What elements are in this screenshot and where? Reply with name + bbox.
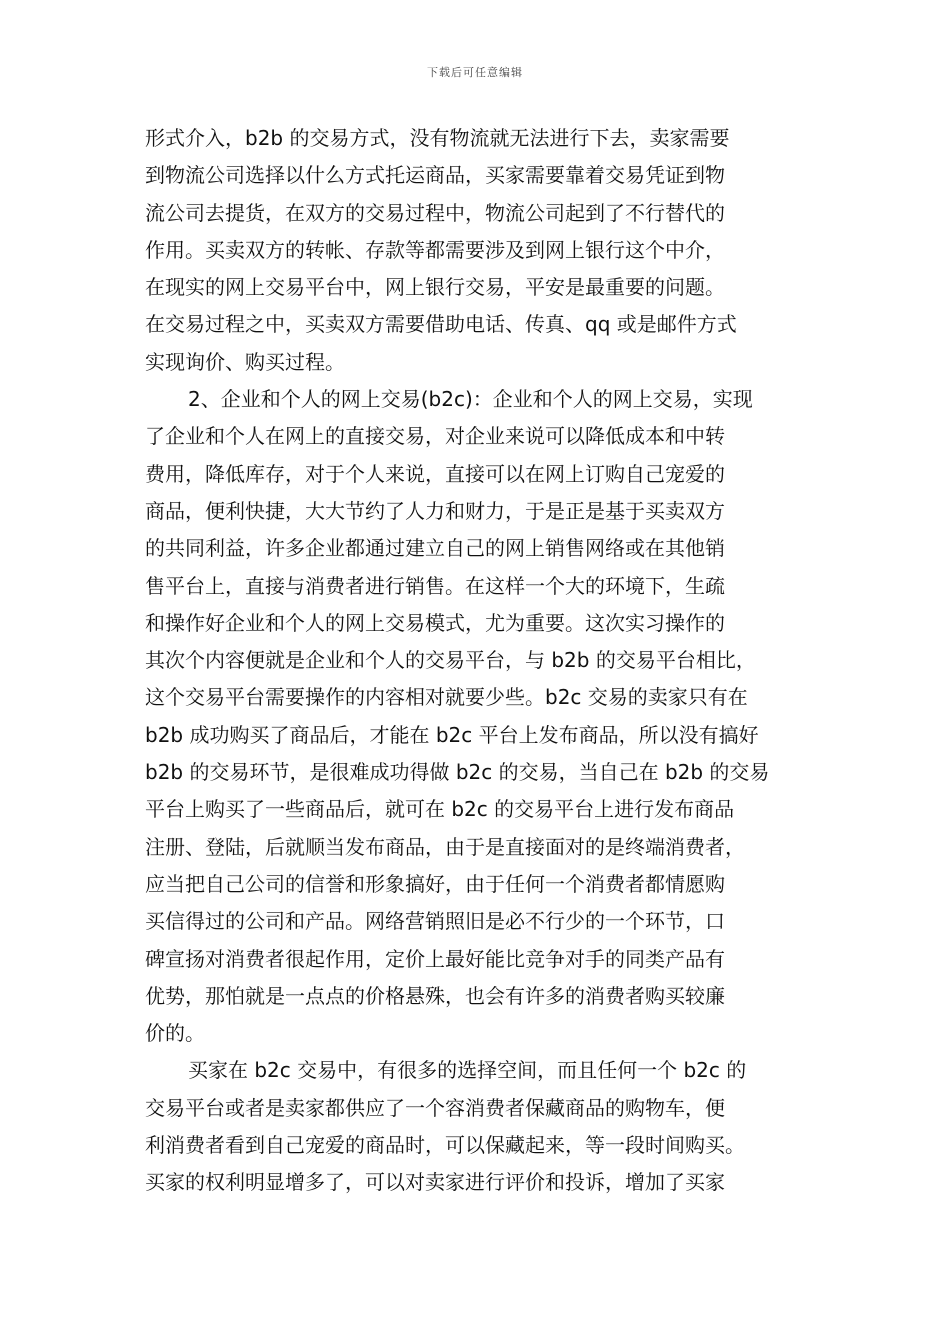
text-line: 的共同利益，许多企业都通过建立自己的网上销售网络或在其他销	[145, 536, 725, 561]
text-line: 在交易过程之中，买卖双方需要借助电话、传真、qq 或是邮件方式	[145, 312, 737, 337]
text-line: b2b 的交易环节，是很难成功得做 b2c 的交易，当自己在 b2b 的交易	[145, 760, 770, 785]
text-line: 和操作好企业和个人的网上交易模式，尤为重要。这次实习操作的	[145, 610, 725, 635]
text-line: 利消费者看到自己宠爱的商品时，可以保藏起来，等一段时间购买。	[145, 1133, 745, 1158]
page-header: 下载后可任意编辑	[427, 66, 523, 79]
text-line: 实现询价、购买过程。	[145, 349, 345, 374]
text-line: 这个交易平台需要操作的内容相对就要少些。b2c 交易的卖家只有在	[145, 685, 748, 710]
text-line: 在现实的网上交易平台中，网上银行交易，平安是最重要的问题。	[145, 275, 725, 300]
text-line: b2b 成功购买了商品后，才能在 b2c 平台上发布商品，所以没有搞好	[145, 722, 759, 747]
text-line: 了企业和个人在网上的直接交易，对企业来说可以降低成本和中转	[145, 424, 725, 449]
text-line: 形式介入，b2b 的交易方式，没有物流就无法进行下去，卖家需要	[145, 126, 730, 150]
text-line: 作用。买卖双方的转帐、存款等都需要涉及到网上银行这个中介，	[145, 237, 725, 262]
text-line: 费用，降低库存，对于个人来说，直接可以在网上订购自己宠爱的	[145, 461, 725, 486]
text-line: 优势，那怕就是一点点的价格悬殊，也会有许多的消费者购买较廉	[145, 983, 725, 1008]
text-line: 其次个内容便就是企业和个人的交易平台，与 b2b 的交易平台相比，	[145, 648, 756, 673]
text-line: 售平台上，直接与消费者进行销售。在这样一个大的环境下，生疏	[145, 573, 725, 598]
text-line: 平台上购买了一些商品后，就可在 b2c 的交易平台上进行发布商品	[145, 797, 735, 822]
text-line: 交易平台或者是卖家都供应了一个容消费者保藏商品的购物车，便	[145, 1095, 725, 1120]
text-line: 流公司去提货，在双方的交易过程中，物流公司起到了不行替代的	[145, 200, 725, 225]
text-line: 价的。	[145, 1021, 205, 1046]
text-line: 注册、登陆，后就顺当发布商品，由于是直接面对的是终端消费者，	[145, 834, 745, 859]
text-line: 2、企业和个人的网上交易(b2c)：企业和个人的网上交易，实现	[188, 387, 753, 412]
text-line: 买家的权利明显增多了，可以对卖家进行评价和投诉，增加了买家	[145, 1170, 725, 1195]
text-line: 到物流公司选择以什么方式托运商品，买家需要靠着交易凭证到物	[145, 163, 725, 188]
text-line: 买信得过的公司和产品。网络营销照旧是必不行少的一个环节，口	[145, 909, 725, 934]
text-line: 应当把自己公司的信誉和形象搞好，由于任何一个消费者都情愿购	[145, 871, 725, 896]
body-text	[145, 120, 820, 1202]
text-line: 碑宣扬对消费者很起作用，定价上最好能比竞争对手的同类产品有	[145, 946, 725, 971]
text-line: 买家在 b2c 交易中，有很多的选择空间，而且任何一个 b2c 的	[188, 1058, 747, 1083]
text-line: 商品，便利快捷，大大节约了人力和财力，于是正是基于买卖双方	[145, 498, 725, 523]
